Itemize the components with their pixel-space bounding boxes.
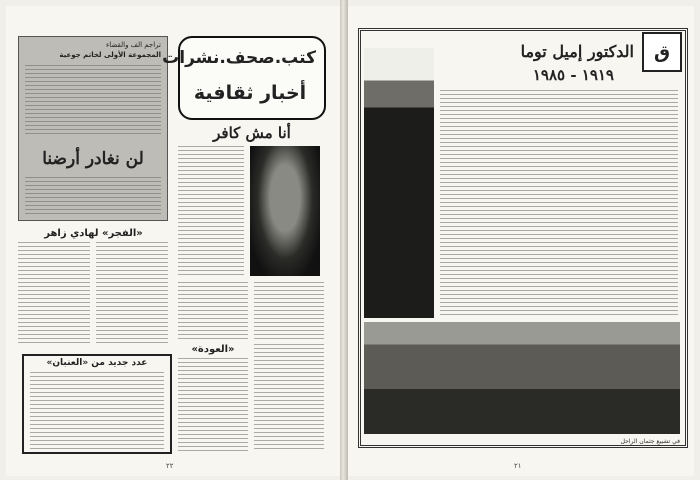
spine-gutter [340, 0, 348, 480]
boxed-notice [22, 354, 172, 454]
article-text-col-f [178, 358, 248, 452]
magazine-logo: ق [642, 32, 682, 72]
portrait-photo [250, 146, 320, 276]
subhead-fajr: «الفجر» لهادي زاهر [44, 228, 143, 239]
left-page-number: ٢٢ [166, 462, 174, 470]
obituary-years: ١٩١٩ - ١٩٨٥ [532, 66, 614, 84]
feature-box [18, 36, 168, 221]
right-page-number: ٢١ [514, 462, 522, 470]
obituary-title: الدكتور إميل توما [520, 42, 634, 61]
feature-text-block-2 [25, 177, 161, 215]
article-text-col-c [96, 242, 168, 346]
obituary-text [440, 90, 678, 318]
feature-text-block [25, 65, 161, 137]
boxed-notice-text [30, 372, 164, 450]
funeral-crowd-photo [364, 322, 680, 434]
article-text-col-d [178, 282, 248, 340]
section-headline-2: أخبار ثقافية [193, 82, 307, 104]
obituary-text-lines [440, 90, 678, 318]
article-text-col-e [254, 282, 324, 340]
portrait-photo-speaker [364, 48, 434, 318]
article-text-col-a [178, 146, 244, 276]
section-headline-1: كتب.صحف.نشرات [162, 48, 316, 68]
feature-kicker: تراجم الف والقضاء [105, 41, 161, 49]
boxed-notice-title: عدد جديد من «العنبان» [28, 358, 166, 368]
feature-title: لن نغادر أرضنا [42, 149, 144, 169]
article-title: أنا مش كافر [213, 124, 291, 142]
article-text-col-b [18, 242, 90, 346]
photo-caption: في تشييع جثمان الراحل [620, 438, 680, 445]
feature-subkicker: المجموعة الأولى لخاتم جوعية [59, 51, 161, 59]
right-page [348, 6, 694, 476]
left-page [6, 6, 340, 476]
section-headline-box [162, 36, 326, 120]
article-text-col-g [254, 344, 324, 452]
subhead-awda: «العودة» [191, 344, 235, 355]
